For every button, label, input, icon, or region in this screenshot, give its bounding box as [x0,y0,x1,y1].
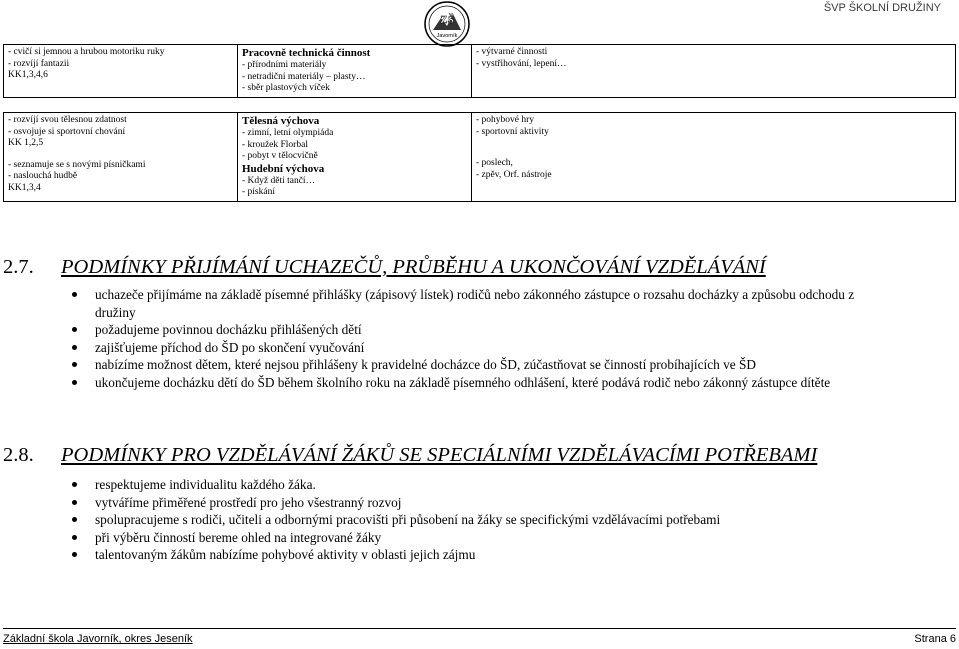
goal-line: - osvojuje si sportovní chování [8,126,126,137]
section-number: 2.7. [3,256,34,278]
table2-forms-cell [472,113,956,202]
activity-line: - pískání [242,187,275,197]
activities-table-2 [3,112,956,202]
form-line: - výtvarné činnosti [476,47,548,57]
school-logo [421,0,473,48]
footer-page-number: Strana 6 [914,633,956,645]
list-item: nabízíme možnost dětem, které nejsou přihlášeny k pravidelné docházce do ŠD, zúčastňovat se činností probíhajících ve ŠD [72,356,892,374]
activity-line: - přírodními materiály [242,60,327,70]
activity-line: - Když děti tančí… [242,175,316,186]
goal-line: - naslouchá hudbě [8,171,78,181]
table2-goals-cell [4,113,238,202]
list-item: zajišťujeme příchod do ŠD po skončení vyučování [72,339,892,357]
goal-line: - cvičí si jemnou a hrubou motoriku ruky [8,47,165,57]
competency-code: KK1,3,4 [8,182,41,193]
section-heading-2-7 [3,255,766,279]
document-header-label: ŠVP ŠKOLNÍ DRUŽINY [823,2,941,14]
activity-line: - sběr plastových víček [242,83,330,93]
special-needs-list [72,476,892,564]
list-item: talentovaným žákům nabízíme pohybové aktivity v oblasti jejich zájmu [72,546,892,564]
form-line: - pohybové hry [476,115,535,125]
activity-line: - netradiční materiály – plasty… [242,71,366,82]
activity-heading: Pracovně technická činnost [242,47,371,59]
list-item: ukončujeme docházku dětí do ŠD během školního roku na základě písemného odhlášení, které podává rodič nebo zákonný zástupce dítěte [72,374,892,392]
section-title: PODMÍNKY PŘIJÍMÁNÍ UCHAZEČŮ, PRŮBĚHU A UKONČOVÁNÍ VZDĚLÁVÁNÍ [61,256,766,278]
list-item: vytváříme přiměřené prostředí pro jeho všestranný rozvoj [72,494,892,512]
list-item: respektujeme individualitu každého žáka. [72,476,892,494]
competency-code: KK1,3,4,6 [8,70,48,80]
goal-line: - seznamuje se s novými písničkami [8,159,146,170]
form-line: - poslech, [476,158,513,168]
activity-line: - kroužek Florbal [242,139,308,150]
footer-school-name: Základní škola Javorník, okres Jeseník [3,633,193,645]
competency-code: KK 1,2,5 [8,138,44,148]
activities-table-1 [3,44,956,98]
goal-line: - rozvíjí svou tělesnou zdatnost [8,115,127,125]
svg-text:Javorník: Javorník [436,33,458,39]
activity-heading: Tělesná výchova [242,115,320,127]
table1-forms-cell [472,45,956,98]
section-title: PODMÍNKY PRO VZDĚLÁVÁNÍ ŽÁKŮ SE SPECIÁLNÍMI VZDĚLÁVACÍMI POTŘEBAMI [61,444,818,466]
activity-heading: Hudební výchova [242,162,325,175]
list-item: uchazeče přijímáme na základě písemné přihlášky (zápisový lístek) rodičů nebo zákonného zástupce o rozsahu docházky a způsobu odchodu z družiny [72,286,892,321]
goal-line: - rozvíjí fantazii [8,58,70,69]
svg-text:ZŠ: ZŠ [440,14,454,26]
table1-activity-cell [238,45,472,98]
footer-divider [3,628,956,629]
form-line: - zpěv, Orf. nástroje [476,169,552,180]
activity-line: - pobyt v tělocvičně [242,151,318,161]
form-line: - sportovní aktivity [476,126,549,137]
admission-conditions-list [72,286,892,391]
list-item: při výběru činností bereme ohled na integrované žáky [72,529,892,547]
list-item: spolupracujeme s rodiči, učiteli a odbornými pracovišti při působení na žáky se specifickými vzdělávacími potřebami [72,511,892,529]
section-heading-2-8 [3,443,817,467]
activity-line: - zimní, letní olympiáda [242,128,334,138]
table2-activity-cell [238,113,472,202]
list-item: požadujeme povinnou docházku přihlášených dětí [72,321,892,339]
table1-goals-cell [4,45,238,98]
section-number: 2.8. [3,444,34,466]
form-line: - vystřihování, lepení… [476,58,567,69]
